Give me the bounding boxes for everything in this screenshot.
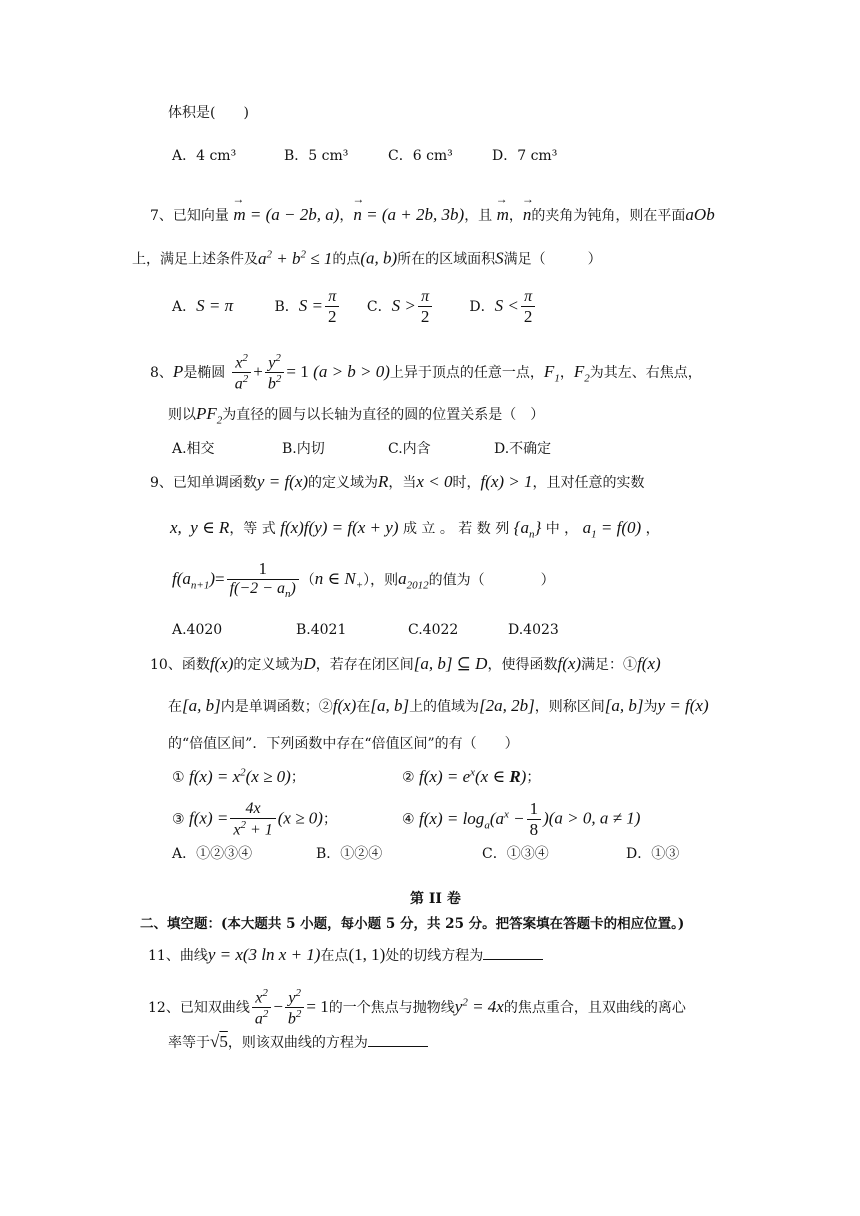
q12-line2: 率等于√5，则该双曲线的方程为	[168, 1032, 428, 1052]
q12-line1: 12、已知双曲线 $\frac{x^2}{a^2}$ − $\frac{y^2}{b^2}$ = 1的一个焦点与抛物线$y^2 = 4x$的焦点重合，且双曲线的离心	[148, 987, 686, 1028]
q9-option-d: D.4023	[508, 622, 559, 638]
q6-tail: 体积是( )	[168, 105, 249, 121]
q7-line2: 上，满足上述条件及$a^2 + b^2 \le 1$的点(a, b)所在的区域面积S满足（ ）	[132, 248, 602, 268]
q8-line2: 则以$PF_2$为直径的圆与以长轴为直径的圆的位置关系是（ ）	[168, 404, 545, 427]
q9-option-a: A.4020	[172, 622, 223, 638]
q6-option-b: B．5 cm³	[284, 148, 349, 164]
q8-option-a: A.相交	[172, 441, 215, 457]
q7-option-c: C．S > $\frac{\pi}{2}$	[367, 288, 465, 326]
q11-answer-blank[interactable]	[483, 945, 543, 960]
q9-option-b: B.4021	[296, 622, 347, 638]
q7-option-b: B．S = $\frac{\pi}{2}$	[274, 288, 362, 326]
q10-line2: 在[a, b]内是单调函数；②f(x)在[a, b]上的值域为[2a, 2b]，则称区间[a, b]为y = f(x)	[168, 696, 709, 715]
q7-options	[172, 288, 537, 326]
q6-option-c: C．6 cm³	[388, 148, 453, 164]
q10-func-2: ② $f(x) = e^x(x$ ∈ R)；	[402, 766, 541, 786]
q9-line1: 9、已知单调函数y = f(x)的定义域为R，当x < 0时，f(x) > 1，且对任意的实数	[150, 472, 645, 491]
part2-title: 第 II 卷	[410, 891, 461, 907]
q10-line1: 10、函数f(x)的定义域为D，若存在闭区间[a, b] ⊆ D，使得函数f(x)满足：①f(x)	[150, 654, 661, 673]
q6-option-d: D．7 cm³	[492, 148, 558, 164]
q8-option-b: B.内切	[282, 441, 325, 457]
q11-line: 11、曲线y = x(3 ln x + 1)在点(1, 1)处的切线方程为	[148, 945, 543, 965]
q7-option-a: A．S = π	[172, 296, 234, 316]
q10-option-b: B．①②④	[316, 846, 383, 862]
q10-option-a: A．①②③④	[172, 846, 253, 862]
q8-option-d: D.不确定	[494, 441, 552, 457]
part2-heading: 二、填空题：(本大题共 5 小题，每小题 5 分，共 25 分。把答案填在答题卡的相应位置。)	[140, 916, 685, 932]
q10-option-c: C．①③④	[482, 846, 549, 862]
q10-line3: 的“倍值区间”．下列函数中存在“倍值区间”的有（ ）	[168, 736, 519, 752]
q9-line2: x, y ∈ R，等 式 f(x)f(y) = f(x + y) 成 立 。 若 数 列 $\{a_n\}$ 中 ， $a_1 = f(0)$ ，	[170, 518, 660, 541]
q7-line1: 7、已知向量 → m = (a − 2b, a)，→ n = (a + 2b, 3b)，且 → m，→ n的夹角为钝角，则在平面aOb	[150, 205, 715, 225]
q7-option-d: D．S < $\frac{\pi}{2}$	[469, 288, 537, 326]
q9-option-c: C.4022	[408, 622, 459, 638]
q8-option-c: C.内含	[388, 441, 431, 457]
q12-answer-blank[interactable]	[368, 1032, 428, 1047]
q10-func-4: ④ $f(x) = \log_a(a^x$ − $\frac{1}{8}$ )(a > 0, a ≠ 1)	[402, 799, 641, 839]
q8-line1: 8、P是椭圆 $\frac{x^2}{a^2}$ + $\frac{y^2}{b^2}$ = 1 (a > b > 0)上异于顶点的任意一点，$F_1$，$F_2$为其左、右焦点，	[150, 352, 702, 393]
q10-func-1: ① $f(x) = x^2(x \ge 0)$；	[172, 766, 305, 786]
q6-option-a: A．4 cm³	[172, 148, 237, 164]
q9-line3: $f(a_{n+1})=$ $\frac{1}{f(-2 - a_n)}$ （n ∈ $N_+$），则$a_{2012}$的值为（ ）	[172, 559, 555, 600]
q10-func-3: ③ f(x) = $\frac{4x}{x^2 + 1}$ (x ≥ 0)；	[172, 800, 337, 838]
q10-option-d: D．①③	[626, 846, 680, 862]
